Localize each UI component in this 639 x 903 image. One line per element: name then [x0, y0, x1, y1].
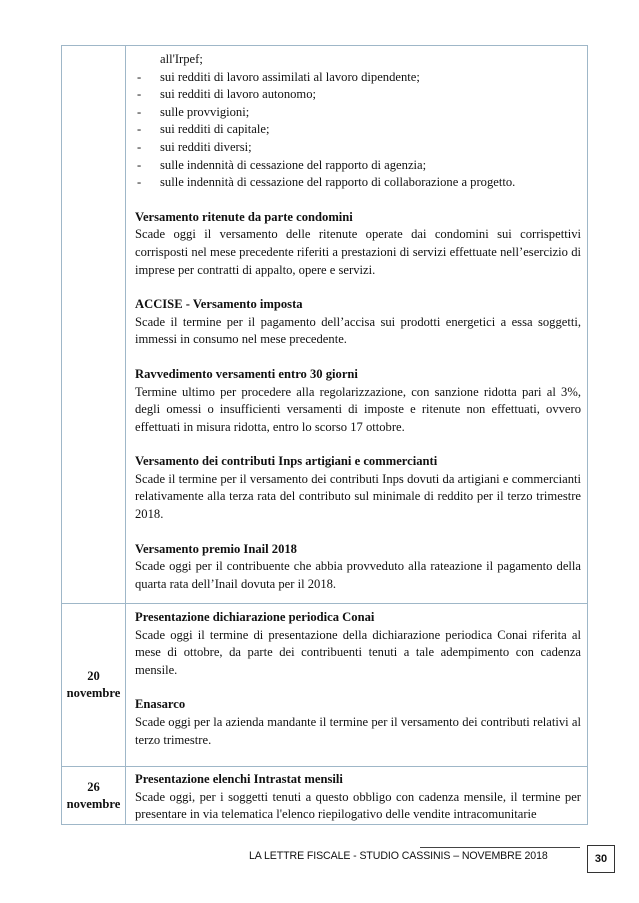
section-title: Versamento ritenute da parte condomini: [135, 209, 353, 224]
list-item: - sui redditi di lavoro autonomo;: [135, 86, 581, 104]
section-title: Enasarco: [135, 697, 186, 712]
date-month: novembre: [66, 796, 121, 811]
date-cell: [62, 767, 126, 824]
section-title: Versamento premio Inail 2018: [135, 541, 297, 556]
section-intrastat: [135, 771, 581, 824]
table-row: [62, 603, 587, 766]
section-accise: [135, 296, 581, 349]
footer-rule: [420, 847, 580, 848]
section-ritenute-condomini: [135, 209, 581, 279]
list-item: - sui redditi di capitale;: [135, 121, 581, 139]
table-row: [62, 46, 587, 603]
section-ravvedimento: [135, 366, 581, 436]
content-cell: [126, 767, 587, 824]
section-text: Scade oggi per il contribuente che abbia provveduto alla rateazione il pagamento della quarta rata dell’Inail dovuta per il 2018.: [135, 559, 581, 591]
list-item: - sui redditi diversi;: [135, 139, 581, 157]
section-text: Scade oggi il versamento delle ritenute operate dai condomini sui corrispettivi corrisposti nel mese precedente riferiti a prestazioni di servizi effettuate nell’esercizio di imprese per contratti di appalto, opere e servizi.: [135, 227, 581, 277]
list-item: - sulle indennità di cessazione del rapporto di agenzia;: [135, 157, 581, 175]
section-text: Scade oggi, per i soggetti tenuti a questo obbligo con cadenza mensile, il termine per presentare in via telematica l'elenco riepilogativo delle vendite intracomunitarie: [135, 789, 581, 822]
section-text: Scade oggi il termine di presentazione della dichiarazione periodica Conai riferita al mese di ottobre, da parte dei contribuenti tenuti a tale adempimento con cadenza mensile.: [135, 627, 581, 677]
content-cell: [126, 604, 587, 766]
date-cell: [62, 46, 126, 603]
section-title: Ravvedimento versamenti entro 30 giorni: [135, 366, 358, 381]
content-cell: [126, 46, 587, 603]
date-day: 26: [87, 779, 100, 794]
footer-text: LA LETTRE FISCALE - STUDIO CASSINIS – NOVEMBRE 2018: [249, 850, 548, 862]
date-month: novembre: [66, 686, 121, 700]
section-title: Versamento dei contributi Inps artigiani e commercianti: [135, 454, 438, 469]
list-item: - sulle provvigioni;: [135, 104, 581, 122]
list-item: - sui redditi di lavoro assimilati al lavoro dipendente;: [135, 69, 581, 87]
section-title: Presentazione elenchi Intrastat mensili: [135, 772, 343, 786]
list-lead: all'Irpef;: [160, 52, 203, 66]
deadline-table: [61, 45, 588, 825]
section-inail: [135, 541, 581, 594]
section-text: Scade il termine per il versamento dei contributi Inps dovuti da artigiani e commercianti relativamente alla terza rata del contributo sul minimale di reddito per il terzo trimestre 2018.: [135, 471, 581, 522]
ritenute-list: [135, 69, 581, 192]
section-text: Termine ultimo per procedere alla regolarizzazione, con sanzione ridotta pari al 3%, degli omessi o insufficienti versamenti di imposte e ritenute non effettuati, ovvero effettuati in misura ridotta, entro lo scorso 17 ottobre.: [135, 384, 581, 434]
page-number: 30: [587, 845, 615, 873]
section-text: Scade il termine per il pagamento dell’accisa sui prodotti energetici a essa soggetti, immessi in consumo nel mese precedente.: [135, 314, 581, 347]
section-text: Scade oggi per la azienda mandante il termine per il versamento dei contributi relativi al terzo trimestre.: [135, 714, 581, 747]
section-title: Presentazione dichiarazione periodica Conai: [135, 610, 375, 624]
date-day: 20: [87, 669, 100, 683]
section-conai: [135, 609, 581, 679]
date-cell: [62, 604, 126, 766]
list-item: - sulle indennità di cessazione del rapporto di collaborazione a progetto.: [135, 174, 581, 192]
section-title: ACCISE - Versamento imposta: [135, 297, 303, 312]
table-row: [62, 766, 587, 824]
section-inps: [135, 453, 581, 523]
section-enasarco: [135, 696, 581, 749]
